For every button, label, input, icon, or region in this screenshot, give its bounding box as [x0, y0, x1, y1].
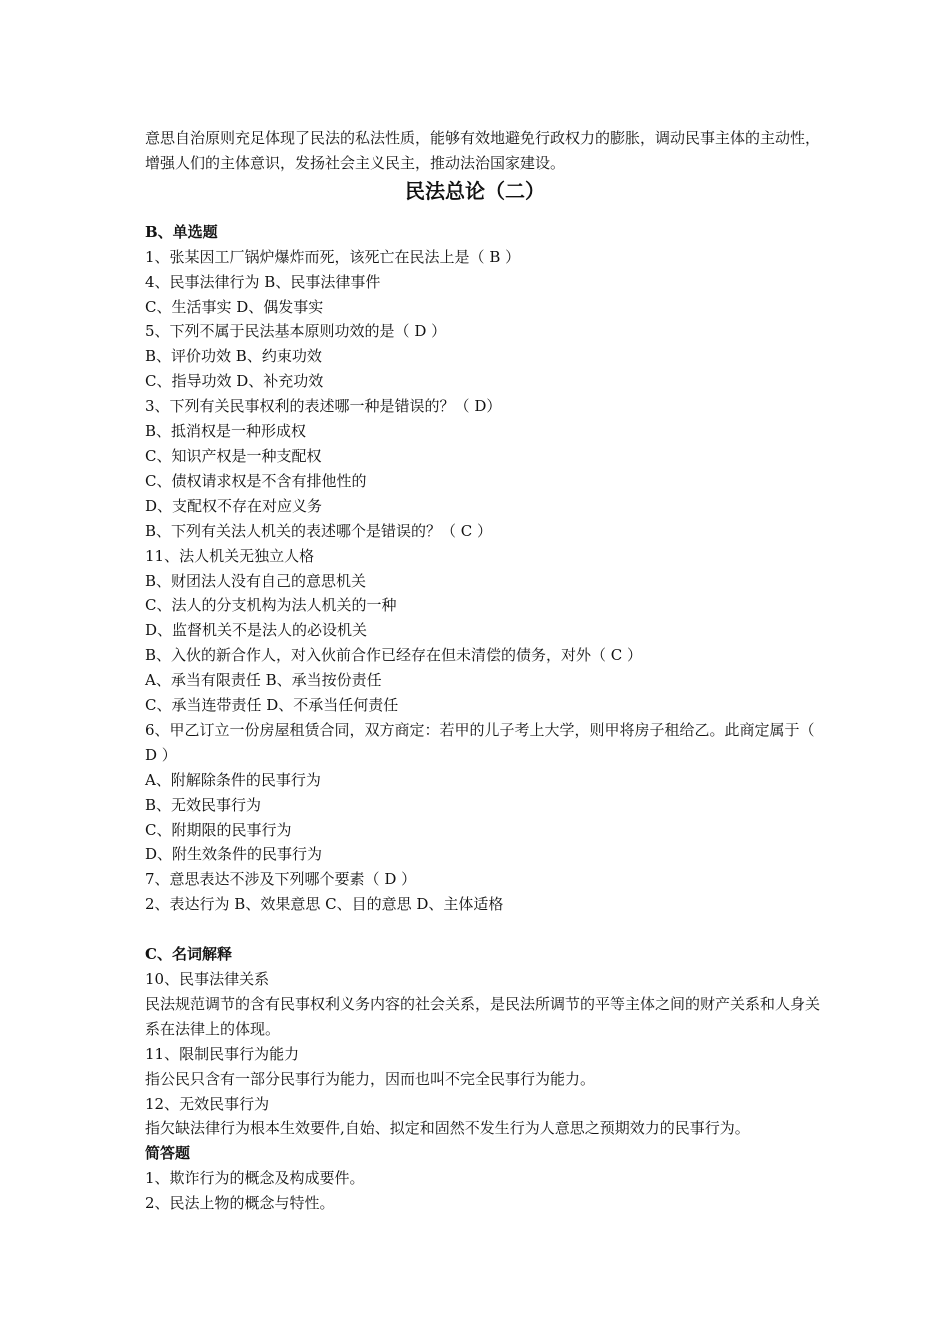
option-line: 11、法人机关无独立人格 [145, 546, 315, 565]
section-short-answer [145, 1141, 825, 1216]
section-heading: B、单选题 [145, 222, 218, 241]
option-line: C、附期限的民事行为 [145, 820, 292, 839]
option-line: B、无效民事行为 [145, 795, 262, 814]
definition-line: 指公民只含有一部分民事行为能力，因而也叫不完全民事行为能力。 [145, 1069, 596, 1088]
spacer [145, 210, 825, 220]
option-line: 2、表达行为 B、效果意思 C、目的意思 D、主体适格 [145, 895, 504, 914]
intro-paragraph: 意思自治原则充足体现了民法的私法性质，能够有效地避免行政权力的膨胀，调动民事主体的主动性，增强人们的主体意识，发扬社会主义民主，推动法治国家建设。 [145, 129, 821, 172]
section-heading: C、名词解释 [145, 945, 232, 964]
question-line: 7、意思表达不涉及下列哪个要素（ D ） [145, 870, 417, 889]
option-line: 4、民事法律行为 B、民事法律事件 [145, 272, 381, 291]
option-line: D、支配权不存在对应义务 [145, 496, 323, 515]
page-title: 民法总论（二） [405, 178, 545, 203]
option-line: B、抵消权是一种形成权 [145, 422, 307, 441]
option-line: A、承当有限责任 B、承当按份责任 [145, 671, 382, 690]
section-term-definitions [145, 942, 825, 1141]
spacer [145, 917, 825, 942]
option-line: B、评价功效 B、约束功效 [145, 347, 322, 366]
option-line: D、附生效条件的民事行为 [145, 845, 323, 864]
question-line: 5、下列不属于民法基本原则功效的是（ D ） [145, 322, 447, 341]
option-line: D、监督机关不是法人的必设机关 [145, 621, 368, 640]
section-single-choice [145, 220, 825, 917]
question-line: 2、民法上物的概念与特性。 [145, 1194, 335, 1213]
term-line: 12、无效民事行为 [145, 1094, 270, 1113]
option-line: A、附解除条件的民事行为 [145, 770, 321, 789]
term-line: 10、民事法律关系 [145, 969, 270, 988]
term-line: 11、限制民事行为能力 [145, 1044, 300, 1063]
section-heading: 简答题 [145, 1144, 191, 1163]
question-line: 1、欺诈行为的概念及构成要件。 [145, 1169, 365, 1188]
question-line: B、下列有关法人机关的表述哪个是错误的？（ C ） [145, 521, 493, 540]
question-line: 1、张某因工厂锅炉爆炸而死，该死亡在民法上是（ B ） [145, 247, 521, 266]
definition-line: 指欠缺法律行为根本生效要件,自始、拟定和固然不发生行为人意思之预期效力的民事行为。 [145, 1119, 750, 1138]
question-line: 6、甲乙订立一份房屋租赁合同，双方商定：若甲的儿子考上大学，则甲将房子租给乙。此商定属于（ D ） [145, 720, 815, 764]
option-line: C、生活事实 D、偶发事实 [145, 297, 324, 316]
option-line: C、承当连带责任 D、不承当任何责任 [145, 696, 399, 715]
question-line: B、入伙的新合作人，对入伙前合作已经存在但未清偿的债务，对外（ C ） [145, 646, 643, 665]
definition-line: 民法规范调节的含有民事权利义务内容的社会关系，是民法所调节的平等主体之间的财产关系和人身关系在法律上的体现。 [145, 994, 821, 1038]
option-line: C、指导功效 D、补充功效 [145, 372, 324, 391]
question-line: 3、下列有关民事权利的表述哪一种是错误的？（ D） [145, 397, 502, 416]
option-line: C、法人的分支机构为法人机关的一种 [145, 596, 397, 615]
option-line: C、知识产权是一种支配权 [145, 446, 322, 465]
option-line: B、财团法人没有自己的意思机关 [145, 571, 367, 590]
document-body [145, 126, 825, 1216]
option-line: C、债权请求权是不含有排他性的 [145, 471, 367, 490]
